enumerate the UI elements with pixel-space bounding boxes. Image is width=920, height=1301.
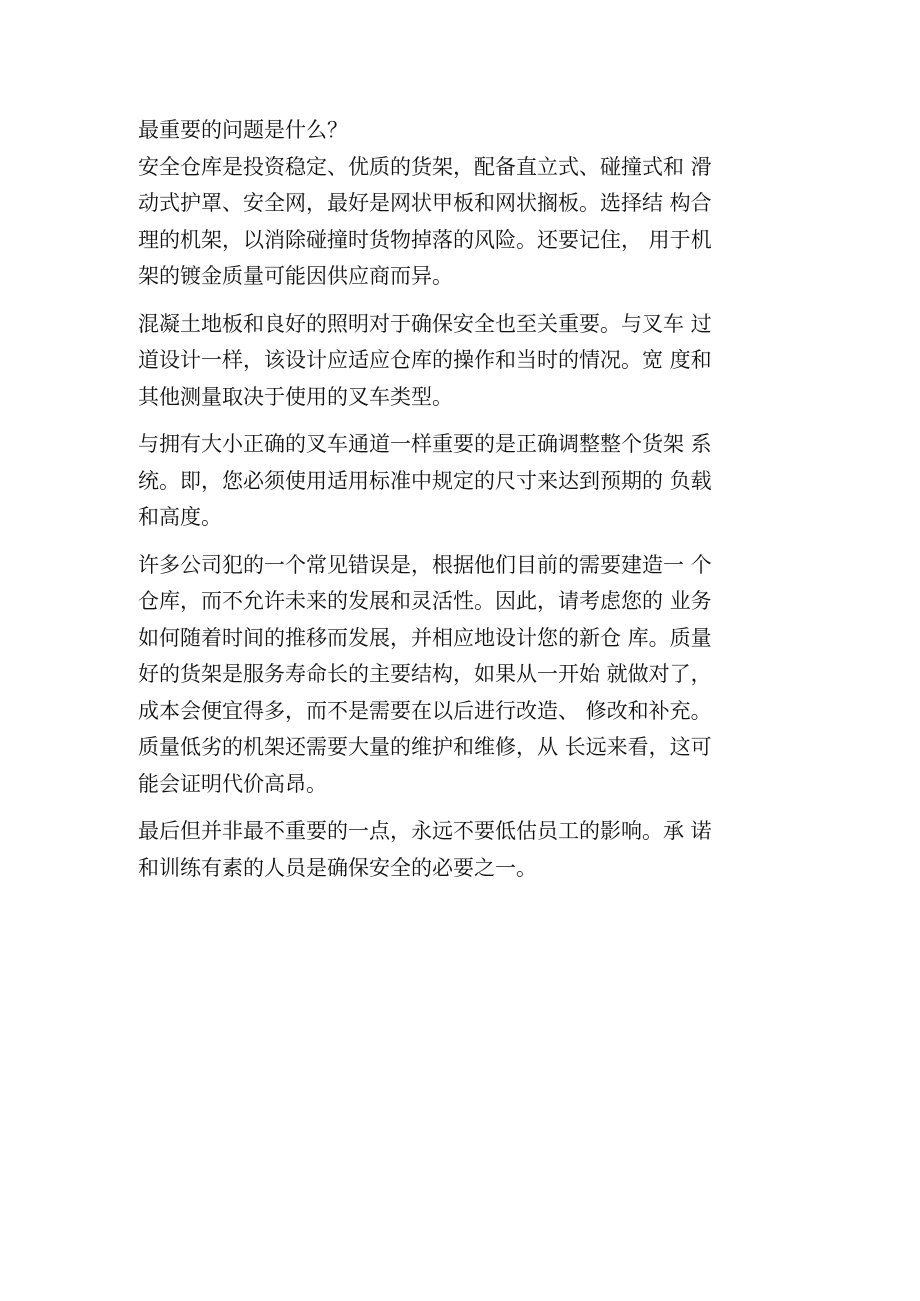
paragraph-line: 质量低劣的机架还需要大量的维护和维修，从 长远来看，这可	[138, 735, 712, 759]
paragraph-line: 最后但并非最不重要的一点，永远不要低估员工的影响。承 诺	[138, 819, 712, 843]
section-heading	[138, 112, 786, 149]
paragraph-line: 架的镀金质量可能因供应商而异。	[138, 264, 453, 288]
paragraph-line: 许多公司犯的一个常见错误是，根据他们目前的需要建造一 个	[138, 552, 712, 577]
paragraph-4	[138, 547, 786, 803]
heading-line: 最重要的问题是什么？	[138, 118, 348, 142]
paragraph-3	[138, 426, 786, 536]
paragraph-1	[138, 149, 786, 295]
paragraph-line: 和训练有素的人员是确保安全的必要之一。	[138, 855, 537, 880]
paragraph-line: 和高度。	[138, 505, 222, 529]
paragraph-2	[138, 306, 786, 416]
paragraph-line: 混凝土地板和良好的照明对于确保安全也至关重要。与叉车 过	[138, 311, 712, 336]
paragraph-5	[138, 813, 786, 886]
paragraph-line: 好的货架是服务寿命长的主要结构，如果从一开始 就做对了，	[138, 662, 712, 686]
paragraph-line: 如何随着时间的推移而发展，并相应地设计您的新仓 库。质量	[138, 625, 712, 650]
paragraph-line: 其他测量取决于使用的叉车类型。	[138, 384, 453, 409]
paragraph-line: 道设计一样，该设计应适应仓库的操作和当时的情况。宽 度和	[138, 348, 712, 372]
paragraph-line: 仓库，而不允许未来的发展和灵活性。因此，请考虑您的 业务	[138, 589, 712, 613]
paragraph-line: 能会证明代价高昂。	[138, 771, 327, 796]
paragraph-line: 与拥有大小正确的叉车通道一样重要的是正确调整整个货架 系	[138, 432, 712, 456]
paragraph-line: 理的机架，以消除碰撞时货物掉落的风险。还要记住， 用于机	[138, 227, 712, 252]
paragraph-line: 成本会便宜得多，而不是需要在以后进行改造、 修改和补充。	[138, 698, 712, 723]
document-body	[138, 112, 786, 897]
paragraph-line: 动式护罩、安全网，最好是网状甲板和网状搁板。选择结 构合	[138, 191, 712, 215]
paragraph-line: 安全仓库是投资稳定、优质的货架，配备直立式、碰撞式和 滑	[138, 154, 712, 179]
paragraph-line: 统。即，您必须使用适用标准中规定的尺寸来达到预期的 负载	[138, 468, 712, 493]
